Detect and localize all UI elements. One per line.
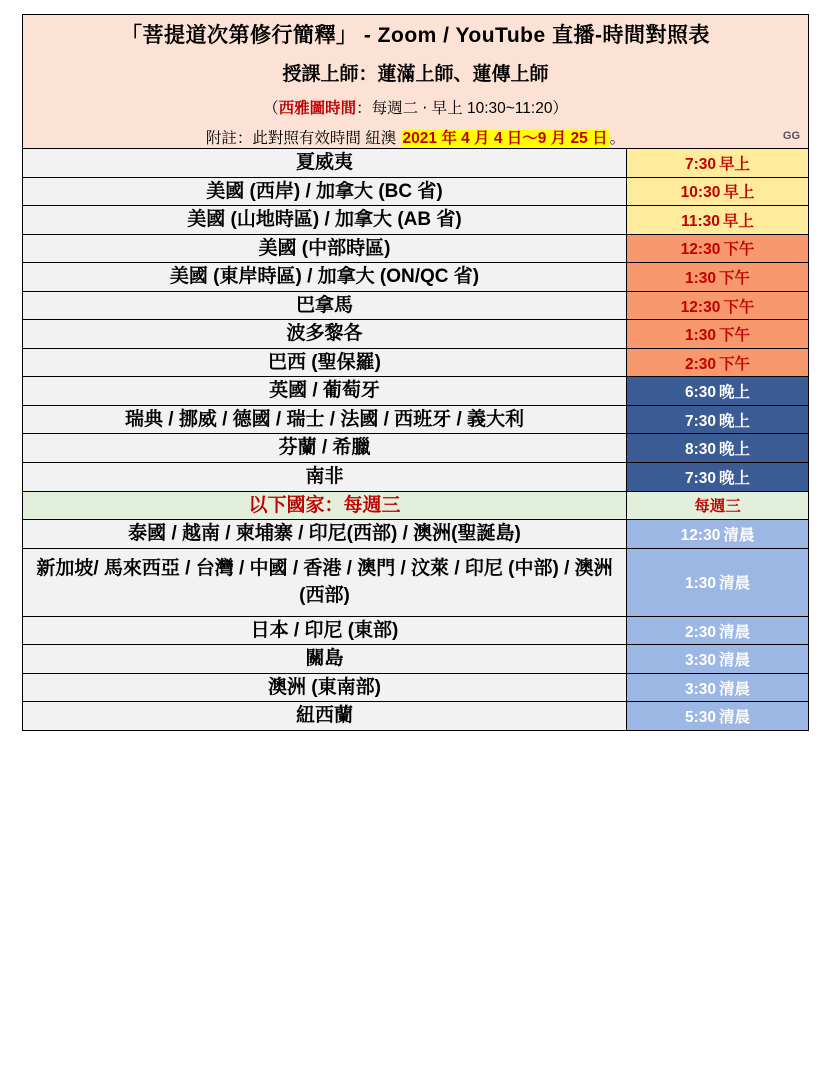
time-value: 6:30 [684, 384, 717, 402]
table-row [23, 291, 809, 320]
time-period: 晚上 [719, 412, 751, 430]
table-body [23, 15, 809, 731]
time-value: 2:30 [684, 623, 717, 641]
table-row [23, 377, 809, 406]
time-period: 清晨 [723, 526, 755, 544]
table-row [23, 348, 809, 377]
table-row [23, 616, 809, 645]
time-value: 每週三 [694, 498, 741, 516]
region-cell: 紐西蘭 [23, 702, 627, 731]
region-cell: 美國 (中部時區) [23, 234, 627, 263]
time-value: 12:30 [680, 526, 721, 544]
time-value: 1:30 [684, 327, 717, 345]
time-value: 7:30 [684, 412, 717, 430]
table-row [23, 149, 809, 178]
time-value: 12:30 [680, 298, 721, 316]
time-cell [627, 149, 809, 178]
region-cell: 夏威夷 [23, 149, 627, 178]
validity-range: 2021 年 4 月 4 日～9 月 25 日 [402, 130, 608, 147]
time-value: 10:30 [680, 184, 721, 202]
time-period: 晚上 [719, 441, 751, 459]
time-period: 晚上 [719, 384, 751, 402]
paren-open: （ [263, 100, 279, 117]
page-title: 「菩提道次第修行簡釋」 - Zoom / YouTube 直播-時間對照表 [121, 24, 710, 47]
time-cell [627, 405, 809, 434]
time-period: 清晨 [719, 680, 751, 698]
time-value: 12:30 [680, 241, 721, 259]
time-period: 早上 [719, 155, 751, 173]
time-value: 7:30 [684, 469, 717, 487]
table-row [23, 263, 809, 292]
timezone-table [22, 14, 809, 731]
time-value: 11:30 [681, 212, 720, 230]
table-row [23, 548, 809, 616]
time-period: 下午 [723, 298, 755, 316]
region-cell: 美國 (西岸) / 加拿大 (BC 省) [23, 177, 627, 206]
time-period: 下午 [719, 327, 751, 345]
region-cell: 巴拿馬 [23, 291, 627, 320]
time-period: 下午 [723, 241, 755, 259]
region-cell: 瑞典 / 挪威 / 德國 / 瑞士 / 法國 / 西班牙 / 義大利 [23, 405, 627, 434]
table-row [23, 177, 809, 206]
time-cell [627, 463, 809, 492]
time-period: 下午 [719, 355, 751, 373]
time-cell [627, 434, 809, 463]
time-cell [627, 616, 809, 645]
header-block [23, 15, 809, 149]
time-cell [627, 377, 809, 406]
region-cell: 新加坡/ 馬來西亞 / 台灣 / 中國 / 香港 / 澳門 / 汶萊 / 印尼 (中部) / 澳洲 (西部) [23, 548, 627, 616]
reference-city: 西雅圖時間 [278, 100, 357, 117]
region-cell: 波多黎各 [23, 320, 627, 349]
time-value: 5:30 [684, 709, 717, 727]
region-cell: 澳洲 (東南部) [23, 673, 627, 702]
region-cell: 日本 / 印尼 (東部) [23, 616, 627, 645]
time-cell [627, 320, 809, 349]
time-period: 清晨 [719, 575, 751, 593]
time-cell [627, 291, 809, 320]
time-period: 清晨 [719, 623, 751, 641]
table-row [23, 320, 809, 349]
time-cell [627, 263, 809, 292]
region-cell: 美國 (東岸時區) / 加拿大 (ON/QC 省) [23, 263, 627, 292]
time-period: 早上 [722, 212, 754, 230]
time-value: 1:30 [684, 269, 717, 287]
time-period: 清晨 [719, 652, 751, 670]
time-cell [627, 548, 809, 616]
validity-prefix: 附註：此對照有效時間 紐澳 [205, 130, 401, 147]
time-period: 早上 [723, 184, 755, 202]
time-value: 8:30 [684, 441, 717, 459]
time-cell [627, 673, 809, 702]
watermark: GG [782, 130, 801, 142]
validity-suffix: 。 [609, 130, 626, 147]
time-period: 清晨 [719, 709, 751, 727]
time-value: 7:30 [684, 155, 717, 173]
table-row [23, 434, 809, 463]
region-cell: 泰國 / 越南 / 柬埔寨 / 印尼(西部) / 澳洲(聖誕島) [23, 520, 627, 549]
table-row [23, 405, 809, 434]
time-value: 3:30 [684, 652, 717, 670]
time-cell [627, 177, 809, 206]
reference-time-rest: ：每週二 ‧ 早上 10:30~11:20） [356, 100, 568, 117]
validity-line [23, 126, 808, 148]
table-row [23, 234, 809, 263]
region-cell: 關島 [23, 645, 627, 674]
reference-time-line [23, 96, 808, 118]
time-cell [627, 520, 809, 549]
time-cell [627, 348, 809, 377]
table-row [23, 702, 809, 731]
table-row [23, 645, 809, 674]
table-row [23, 491, 809, 520]
header-row [23, 15, 809, 149]
region-cell: 芬蘭 / 希臘 [23, 434, 627, 463]
table-row [23, 463, 809, 492]
time-cell [627, 702, 809, 731]
section-divider-label: 以下國家：每週三 [23, 491, 627, 520]
region-cell: 巴西 (聖保羅) [23, 348, 627, 377]
time-cell [627, 234, 809, 263]
table-row [23, 520, 809, 549]
time-value: 1:30 [684, 575, 717, 593]
time-cell [627, 645, 809, 674]
region-cell: 南非 [23, 463, 627, 492]
teachers-line: 授課上師：蓮滿上師、蓮傳上師 [282, 64, 549, 85]
time-value: 2:30 [684, 355, 717, 373]
table-row [23, 673, 809, 702]
table-row [23, 206, 809, 235]
section-divider-time [627, 491, 809, 520]
time-value: 3:30 [684, 680, 717, 698]
time-period: 晚上 [719, 469, 751, 487]
time-cell [627, 206, 809, 235]
region-cell: 英國 / 葡萄牙 [23, 377, 627, 406]
region-cell: 美國 (山地時區) / 加拿大 (AB 省) [23, 206, 627, 235]
time-period: 下午 [719, 269, 751, 287]
